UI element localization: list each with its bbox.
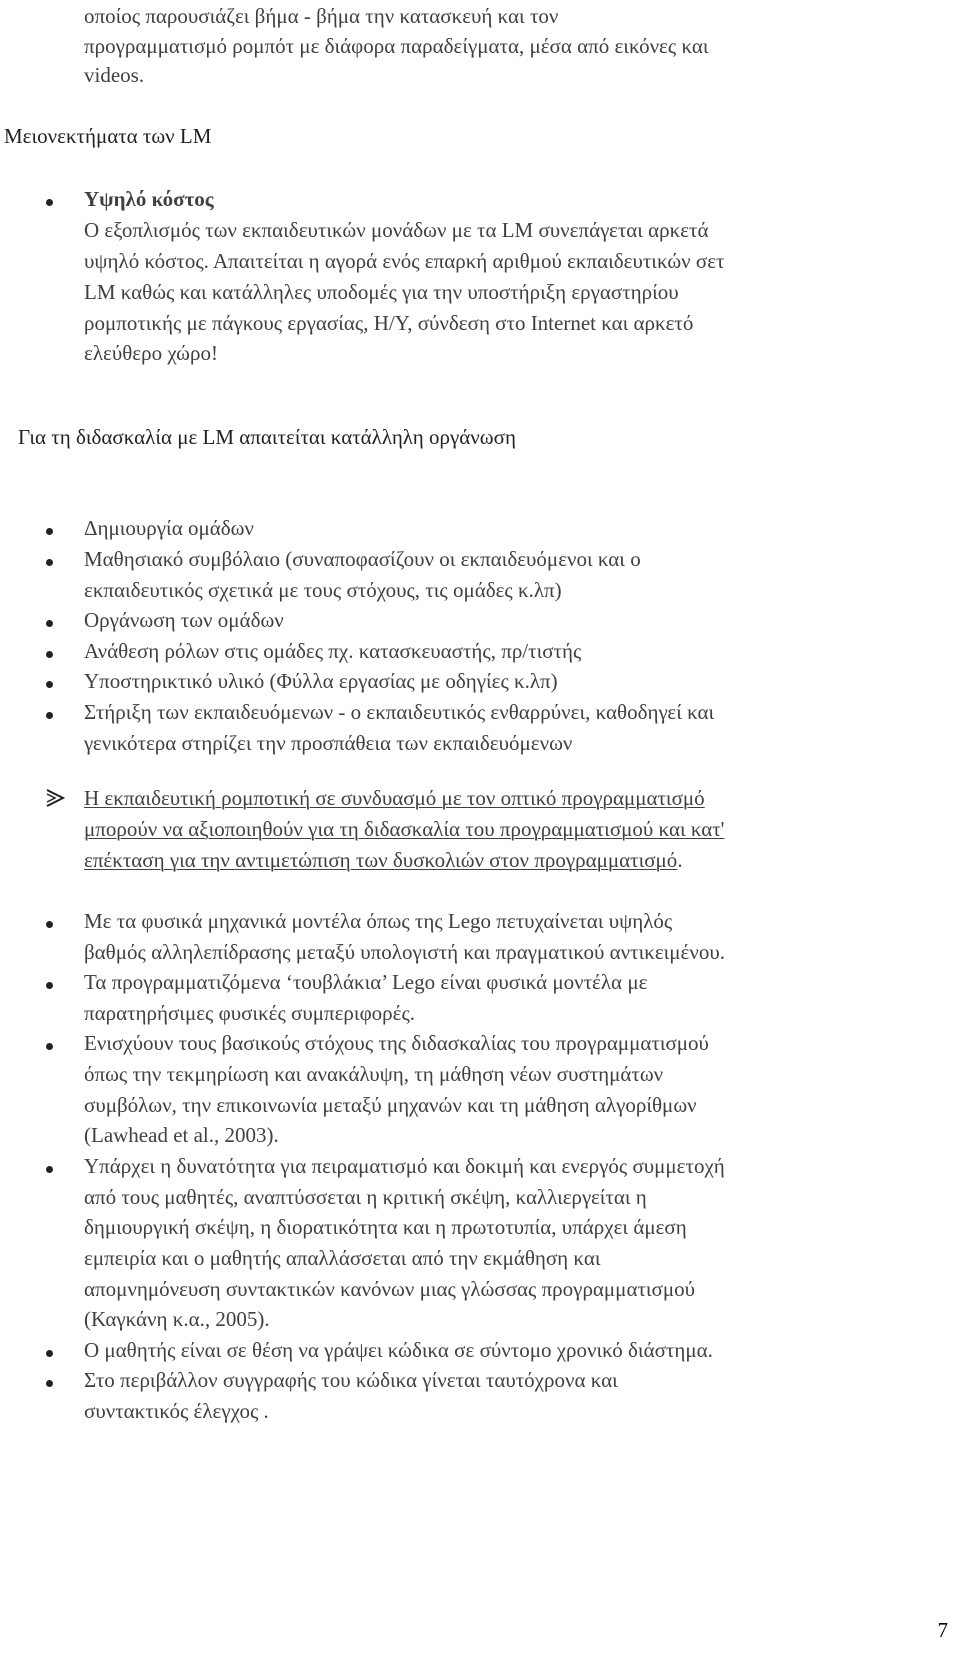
item-title: Υψηλό κόστος xyxy=(84,187,214,211)
benefit-line: Ο μαθητής είναι σε θέση να γράψει κώδικα σε σύντομο χρονικό διάστημα. xyxy=(84,1338,713,1362)
section-heading: Μειονεκτήματα των LM xyxy=(4,124,212,148)
benefit-line: εμπειρία και ο μαθητής απαλλάσσεται από την εκμάθηση και xyxy=(84,1246,601,1270)
benefit-line: (Lawhead et al., 2003). xyxy=(84,1123,279,1147)
benefit-line: δημιουργική σκέψη, η διορατικότητα και η πρωτοτυπία, υπάρχει άμεση xyxy=(84,1215,687,1239)
bullet-icon xyxy=(46,712,53,719)
benefit-line: από τους μαθητές, αναπτύσσεται η κριτική σκέψη, καλλιεργείται η xyxy=(84,1185,647,1209)
bullet-icon xyxy=(46,1380,53,1387)
bullet-icon xyxy=(46,528,53,535)
list-item-continuation: γενικότερα στηρίζει την προσπάθεια των εκπαιδευόμενων xyxy=(84,731,573,755)
highlight-line: Η εκπαιδευτική ρομποτική σε συνδυασμό με τον οπτικό προγραμματισμό xyxy=(84,786,705,810)
list-item: Υποστηρικτικό υλικό (Φύλλα εργασίας με οδηγίες κ.λπ) xyxy=(84,669,558,693)
intro-line: videos. xyxy=(84,63,145,87)
benefit-line: Με τα φυσικά μηχανικά μοντέλα όπως της Lego πετυχαίνεται υψηλός xyxy=(84,909,673,933)
benefit-line: Τα προγραμματιζόμενα ‘τουβλάκια’ Lego είναι φυσικά μοντέλα με xyxy=(84,970,648,994)
item-line: Ο εξοπλισμός των εκπαιδευτικών μονάδων με τα LM συνεπάγεται αρκετά xyxy=(84,218,709,242)
highlight-line xyxy=(84,848,683,873)
list-item: Δημιουργία ομάδων xyxy=(84,516,254,540)
list-item: Στήριξη των εκπαιδευόμενων - ο εκπαιδευτικός ενθαρρύνει, καθοδηγεί και xyxy=(84,700,715,724)
benefit-line: όπως την τεκμηρίωση και ανακάλυψη, τη μάθηση νέων συστημάτων xyxy=(84,1062,664,1086)
benefit-line: Στο περιβάλλον συγγραφής του κώδικα γίνεται ταυτόχρονα και xyxy=(84,1368,618,1392)
benefit-line: συντακτικός έλεγχος . xyxy=(84,1399,269,1423)
bullet-icon xyxy=(46,1350,53,1357)
section-heading: Για τη διδασκαλία με LM απαιτείται κατάλληλη οργάνωση xyxy=(18,425,516,449)
bullet-icon xyxy=(46,559,53,566)
item-line: υψηλό κόστος. Απαιτείται η αγορά ενός επαρκή αριθμού εκπαιδευτικών σετ xyxy=(84,249,725,273)
arrow-bullet-icon xyxy=(44,788,66,808)
list-item: Ανάθεση ρόλων στις ομάδες πχ. κατασκευαστής, πρ/τιστής xyxy=(84,639,582,663)
highlight-period: . xyxy=(677,848,683,872)
highlight-line: μπορούν να αξιοποιηθούν για τη διδασκαλία του προγραμματισμού και κατ' xyxy=(84,817,725,841)
item-line: ελεύθερο χώρο! xyxy=(84,341,218,365)
item-line: ρομποτικής με πάγκους εργασίας, Η/Υ, σύνδεση στο Internet και αρκετό xyxy=(84,311,694,335)
item-line: LM καθώς και κατάλληλες υποδομές για την υποστήριξη εργαστηρίου xyxy=(84,280,679,304)
bullet-icon xyxy=(46,982,53,989)
benefit-line: (Καγκάνη κ.α., 2005). xyxy=(84,1307,270,1331)
benefit-line: βαθμός αλληλεπίδρασης μεταξύ υπολογιστή και πραγματικού αντικειμένου. xyxy=(84,940,726,964)
bullet-icon xyxy=(46,199,53,206)
benefit-line: απομνημόνευση συντακτικών κανόνων μιας γλώσσας προγραμματισμού xyxy=(84,1277,696,1301)
bullet-icon xyxy=(46,1043,53,1050)
benefit-line: παρατηρήσιμες φυσικές συμπεριφορές. xyxy=(84,1001,416,1025)
bullet-icon xyxy=(46,651,53,658)
list-item: Οργάνωση των ομάδων xyxy=(84,608,284,632)
bullet-icon xyxy=(46,1166,53,1173)
list-item: Μαθησιακό συμβόλαιο (συναποφασίζουν οι εκπαιδευόμενοι και ο xyxy=(84,547,641,571)
intro-line: οποίος παρουσιάζει βήμα - βήμα την κατασκευή και τον xyxy=(84,4,559,28)
bullet-icon xyxy=(46,681,53,688)
highlight-text: επέκταση για την αντιμετώπιση των δυσκολιών στον προγραμματισμό xyxy=(84,848,678,872)
benefit-line: Υπάρχει η δυνατότητα για πειραματισμό και δοκιμή και ενεργός συμμετοχή xyxy=(84,1154,725,1178)
benefit-line: συμβόλων, την επικοινωνία μεταξύ μηχανών και τη μάθηση αλγορίθμων xyxy=(84,1093,697,1117)
bullet-icon xyxy=(46,921,53,928)
page-number: 7 xyxy=(937,1618,948,1642)
intro-line: προγραμματισμό ρομπότ με διάφορα παραδείγματα, μέσα από εικόνες και xyxy=(84,34,709,58)
list-item-continuation: εκπαιδευτικός σχετικά με τους στόχους, τις ομάδες κ.λπ) xyxy=(84,578,562,602)
bullet-icon xyxy=(46,620,53,627)
benefit-line: Ενισχύουν τους βασικούς στόχους της διδασκαλίας του προγραμματισμού xyxy=(84,1031,709,1055)
